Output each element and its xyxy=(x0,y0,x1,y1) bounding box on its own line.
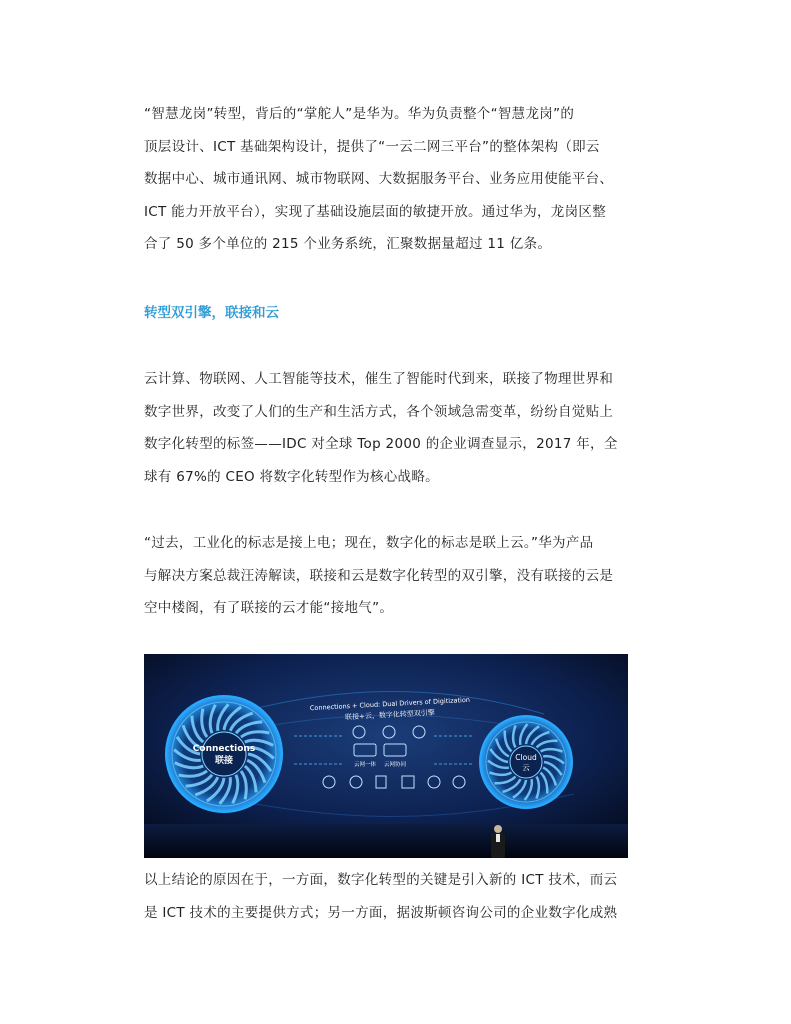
text-line: “智慧龙岗”转型，背后的“掌舵人”是华为。华为负责整个“智慧龙岗”的 xyxy=(144,106,575,122)
left-engine-label-zh: 联接 xyxy=(214,756,234,766)
connections-engine-graphic xyxy=(166,696,282,812)
left-engine-label-en: Connections xyxy=(192,744,256,754)
text-line: 合了 50 多个单位的 215 个业务系统，汇聚数据量超过 11 亿条。 xyxy=(144,236,552,252)
text-line: 顶层设计、ICT 基础架构设计，提供了“一云二网三平台”的整体架构（即云 xyxy=(144,138,600,155)
text-line: 数据中心、城市通讯网、城市物联网、大数据服务平台、业务应用使能平台、 xyxy=(144,171,614,187)
paragraph-conclusion xyxy=(144,864,652,929)
text-line: 是 ICT 技术的主要提供方式；另一方面，据波斯顿咨询公司的企业数字化成熟 xyxy=(144,904,618,921)
text-line: 以上结论的原因在于，一方面，数字化转型的关键是引入新的 ICT 技术，而云 xyxy=(144,872,618,888)
conference-photo xyxy=(144,654,628,858)
center-label-1: 云网一体 xyxy=(353,762,377,768)
text-line: ICT 能力开放平台），实现了基础设施层面的敏捷开放。通过华为，龙岗区整 xyxy=(144,203,606,220)
center-label-2: 云网协同 xyxy=(383,762,407,768)
section-heading: 转型双引擎，联接和云 xyxy=(144,305,279,321)
text-line: 云计算、物联网、人工智能等技术，催生了智能时代到来，联接了物理世界和 xyxy=(144,371,614,387)
paragraph-huawei-longgang xyxy=(144,98,652,261)
banner-title-zh: 联接+云，数字化转型双引擎 xyxy=(344,708,435,722)
text-line: 数字化转型的标签——IDC 对全球 Top 2000 的企业调查显示，2017 年，全 xyxy=(144,436,618,452)
cloud-engine-graphic xyxy=(480,716,572,808)
paragraph-quote xyxy=(144,527,652,625)
banner-title-en: Connections + Cloud: Dual Drivers of Digitization xyxy=(309,695,471,713)
text-line: 球有 67%的 CEO 将数字化转型作为核心战略。 xyxy=(144,468,439,485)
paragraph-digital-transformation xyxy=(144,363,652,493)
right-engine-label-zh: 云 xyxy=(522,763,530,772)
text-line: 与解决方案总裁汪涛解读，联接和云是数字化转型的双引擎，没有联接的云是 xyxy=(144,567,614,584)
right-engine-label-en: Cloud xyxy=(515,753,537,762)
text-line: “过去，工业化的标志是接上电；现在，数字化的标志是联上云。”华为产品 xyxy=(144,535,594,551)
text-line: 数字世界，改变了人们的生产和生活方式，各个领域急需变革，纷纷自觉贴上 xyxy=(144,403,614,420)
text-line: 空中楼阁，有了联接的云才能“接地气”。 xyxy=(144,600,394,616)
